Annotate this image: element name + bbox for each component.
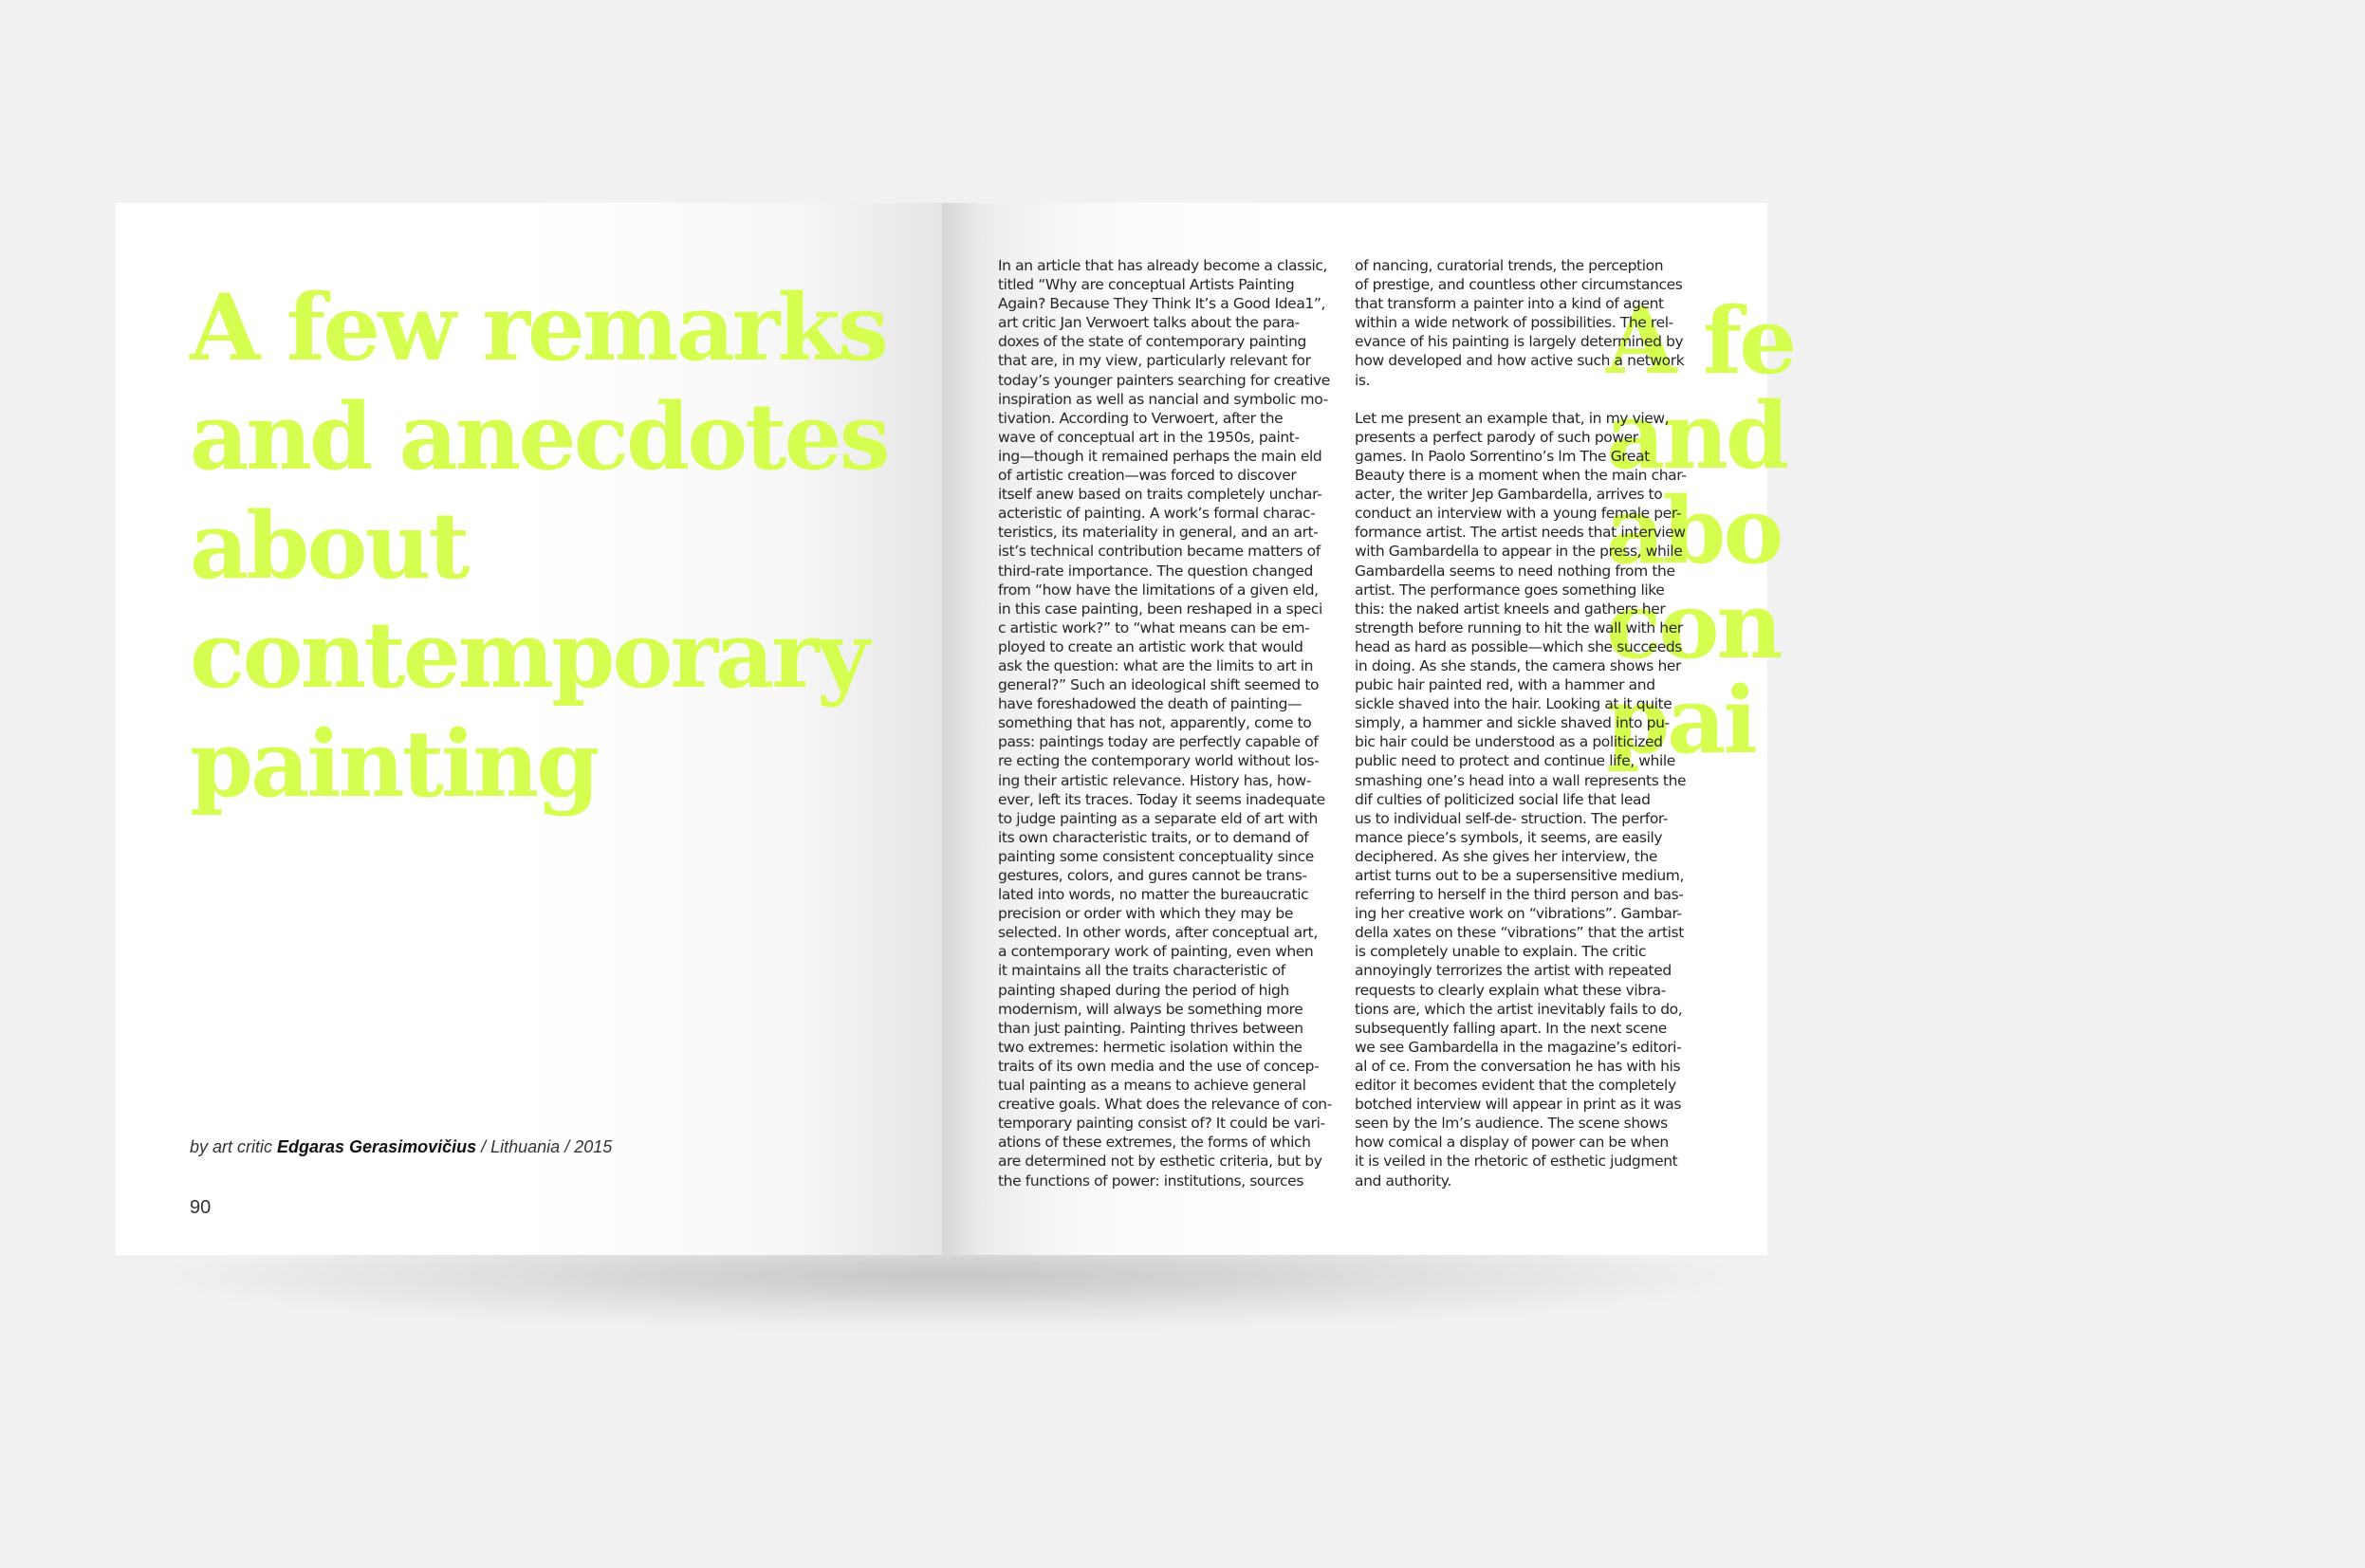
byline-author: Edgaras Gerasimovičius — [277, 1137, 477, 1156]
body-column-1: In an article that has already become a classic, titled “Why are conceptual Artists Painting Again? Because They Think It’s a Good Idea1”, art critic Jan Verwoert talks about the para- doxes of the state of contemporary painting that are, in my view, particularly relevant for today’s younger painters searching for creative inspiration as well as nancial and symbolic mo- tivation. According to Verwoert, after the wave of conceptual art in the 1950s, paint- ing—though it remained perhaps the main eld of artistic creation—was forced to discover itself anew based on traits completely unchar- acteristic of painting. A work’s formal charac- teristics, its materiality in general, and an art- ist’s technical contribution became matters of third-rate importance. The question changed from “how have the limitations of a given eld, in this case painting, been reshaped in a speci c artistic work?” to “what means can be em- ployed to create an artistic work that would ask the question: what are the limits to art in general?” Such an ideological shift seemed to have foreshadowed the death of painting— something that has not, apparently, come to pass: paintings today are perfectly capable of re ecting the contemporary world without los- ing their artistic relevance. History has, how- ever, left its traces. Today it seems inadequate to judge painting as a separate eld of art with its own characteristic traits, or to demand of painting some consistent conceptuality since gestures, colors, and gures cannot be trans- lated into words, no matter the bureaucratic precision or order with which they may be selected. In other words, after conceptual art, a contemporary work of painting, even when it maintains all the traits characteristic of painting shaped during the period of high modernism, will always be something more than just painting. Painting thrives between two extremes: hermetic isolation within the traits of its own media and the use of concep- tual painting as a means to achieve general creative goals. What does the relevance of con- temporary painting consist of? It could be vari- ations of these extremes, the forms of which are determined not by esthetic criteria, but by the functions of power: institutions, sources — [998, 257, 1332, 1190]
article-title: A few remarks and anecdotes about contemporary painting — [190, 274, 888, 818]
page-number: 90 — [190, 1197, 212, 1218]
ghost-title: A fe and abo con pai — [1606, 287, 1795, 774]
byline-suffix: / Lithuania / 2015 — [476, 1137, 613, 1156]
byline — [190, 1137, 612, 1157]
byline-prefix: by art critic — [190, 1137, 278, 1156]
left-page — [116, 203, 942, 1255]
body-column-2: of nancing, curatorial trends, the perception of prestige, and countless other circumstances that transform a painter into a kind of agent within a wide network of possibilities. The rel- evance of his painting is largely determined by how developed and how active such a network is. Let me present an example that, in my view, presents a perfect parody of such power games. In Paolo Sorrentino’s lm The Great Beauty there is a moment when the main char- acter, the writer Jep Gambardella, arrives to conduct an interview with a young female per- formance artist. The artist needs that interview with Gambardella to appear in the press, while Gambardella seems to need nothing from the artist. The performance goes something like this: the naked artist kneels and gathers her strength before running to hit the wall with her head as hard as possible—which she succeeds in doing. As she stands, the camera shows her pubic hair painted red, with a hammer and sickle shaved into the hair. Looking at it quite simply, a hammer and sickle shaved into pu- bic hair could be understood as a politicized public need to protect and continue life, while smashing one’s head into a wall represents the dif culties of politicized social life that lead us to individual self-de- struction. The perfor- mance piece’s symbols, it seems, are easily deciphered. As she gives her interview, the artist turns out to be a supersensitive medium, referring to herself in the third person and bas- ing her creative work on “vibrations”. Gambar- della xates on these “vibrations” that the artist is completely unable to explain. The critic annoyingly terrorizes the artist with repeated requests to clearly explain what these vibra- tions are, which the artist inevitably fails to do, subsequently falling apart. In the next scene we see Gambardella in the magazine’s editori- al of ce. From the conversation he has with his editor it becomes evident that the completely botched interview will appear in print as it was seen by the lm’s audience. The scene shows how comical a display of power can be when it is veiled in the rhetoric of esthetic judgment and authority. — [1355, 257, 1687, 1190]
right-page — [942, 203, 1795, 1255]
